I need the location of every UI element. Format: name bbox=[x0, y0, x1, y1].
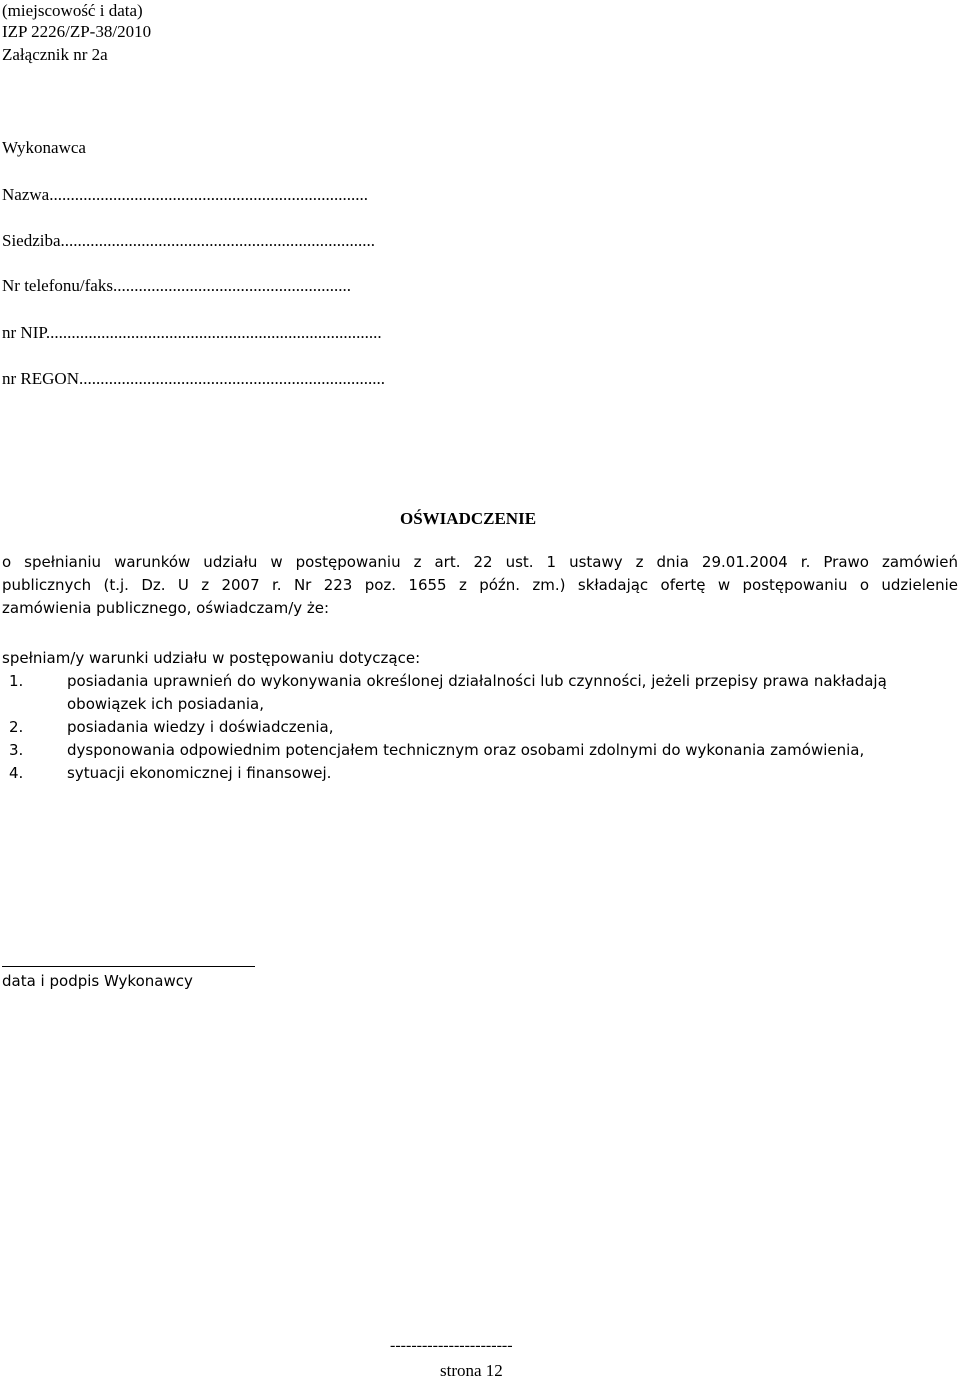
list-item-number: 3. bbox=[9, 741, 24, 759]
list-item-text: dysponowania odpowiednim potencjałem technicznym oraz osobami zdolnymi do wykonania zamówienia, bbox=[67, 741, 865, 759]
place-date-label: (miejscowość i data) bbox=[2, 1, 143, 20]
declaration-title: OŚWIADCZENIE bbox=[400, 509, 537, 528]
declaration-paragraph-line-3: zamówienia publicznego, oświadczam/y że: bbox=[2, 599, 330, 617]
field-regon-label: nr REGON bbox=[2, 369, 79, 388]
field-seat-label: Siedziba bbox=[2, 231, 61, 250]
contractor-heading: Wykonawca bbox=[2, 138, 86, 157]
field-name-label: Nazwa bbox=[2, 185, 50, 204]
field-name[interactable] bbox=[2, 184, 368, 205]
list-item-text: sytuacji ekonomicznej i finansowej. bbox=[67, 764, 332, 782]
field-name-dots: ........................................................................... bbox=[49, 185, 368, 204]
list-item-number: 2. bbox=[9, 718, 24, 736]
field-phone-fax-dots: ........................................................ bbox=[112, 276, 351, 295]
list-item-text: posiadania wiedzy i doświadczenia, bbox=[67, 718, 334, 736]
declaration-paragraph-line-2: publicznych (t.j. Dz. U z 2007 r. Nr 223 poz. 1655 z późn. zm.) składając ofertę w postępowaniu o udzielenie bbox=[2, 576, 958, 594]
field-nip-label: nr NIP bbox=[2, 323, 46, 342]
signature-label: data i podpis Wykonawcy bbox=[2, 972, 193, 990]
reference-number: IZP 2226/ZP-38/2010 bbox=[2, 22, 152, 41]
list-item-text-continued: obowiązek ich posiadania, bbox=[67, 695, 264, 713]
page-number: strona 12 bbox=[440, 1361, 503, 1380]
field-nip[interactable] bbox=[2, 322, 382, 343]
field-regon-dots: ........................................................................ bbox=[78, 369, 385, 388]
list-item-text: posiadania uprawnień do wykonywania określonej działalności lub czynności, jeżeli przepisy prawa nakładają bbox=[67, 672, 887, 690]
field-seat[interactable] bbox=[2, 230, 375, 251]
signature-line bbox=[2, 966, 255, 967]
field-nip-dots: ............................................................................... bbox=[45, 323, 382, 342]
field-phone-fax-label: Nr telefonu/faks bbox=[2, 276, 113, 295]
conditions-intro: spełniam/y warunki udziału w postępowaniu dotyczące: bbox=[2, 649, 421, 667]
annex-label: Załącznik nr 2a bbox=[2, 45, 108, 64]
list-item-number: 1. bbox=[9, 672, 24, 690]
footer-separator: ----------------------- bbox=[390, 1337, 513, 1354]
field-regon[interactable] bbox=[2, 368, 385, 389]
field-seat-dots: .......................................................................... bbox=[60, 231, 376, 250]
field-phone-fax[interactable] bbox=[2, 275, 351, 296]
declaration-paragraph-line-1: o spełnianiu warunków udziału w postępowaniu z art. 22 ust. 1 ustawy z dnia 29.01.2004 r. Prawo zamówień bbox=[2, 553, 958, 571]
list-item-number: 4. bbox=[9, 764, 24, 782]
